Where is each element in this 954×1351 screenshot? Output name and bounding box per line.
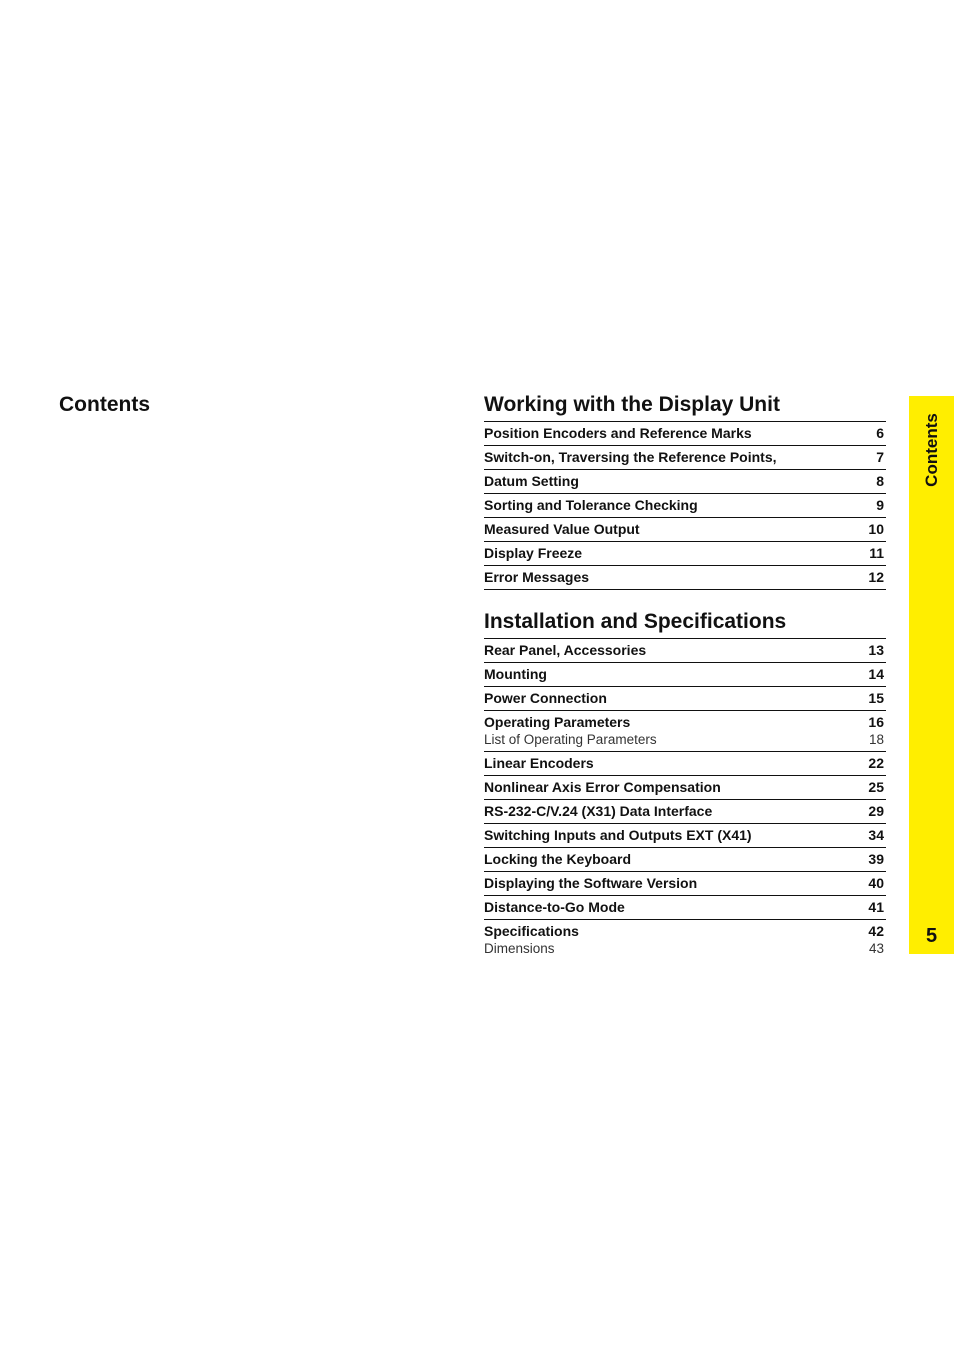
- toc-entry-label: Mounting: [484, 666, 547, 682]
- toc-entry[interactable]: [484, 494, 886, 518]
- toc-entry-label: Distance-to-Go Mode: [484, 899, 625, 915]
- section-title-installation: Installation and Specifications: [484, 607, 886, 639]
- side-tab-label-text: Contents: [921, 413, 941, 487]
- toc-subentry[interactable]: [484, 940, 884, 960]
- toc-entry-page: 11: [869, 545, 884, 561]
- toc-list-working: [484, 422, 886, 590]
- toc-entry-label: Switch-on, Traversing the Reference Points,: [484, 449, 777, 465]
- toc-entry-page: 40: [868, 875, 884, 891]
- toc-entry-label: Displaying the Software Version: [484, 875, 698, 891]
- toc-entry[interactable]: [484, 776, 886, 800]
- toc-entry[interactable]: [484, 422, 886, 446]
- toc-entry-label: RS-232-C/V.24 (X31) Data Interface: [484, 803, 713, 819]
- toc-entry-label: Operating Parameters: [484, 714, 631, 730]
- toc-entry[interactable]: [484, 711, 886, 752]
- toc-entry-page: 22: [868, 755, 884, 771]
- toc-entry-page: 34: [868, 827, 884, 843]
- toc-entry[interactable]: [484, 470, 886, 494]
- toc-entry[interactable]: [484, 896, 886, 920]
- toc-entry-page: 15: [868, 690, 884, 706]
- toc-entry-page: 9: [876, 497, 884, 513]
- toc-entry[interactable]: [484, 687, 886, 711]
- toc-entry[interactable]: [484, 872, 886, 896]
- toc-entry[interactable]: [484, 824, 886, 848]
- toc-entry-page: 25: [868, 779, 884, 795]
- chapter-side-tab: [909, 396, 954, 954]
- toc-entry-label: Position Encoders and Reference Marks: [484, 425, 752, 441]
- toc-entry[interactable]: [484, 848, 886, 872]
- toc-entry-label: Specifications: [484, 923, 579, 939]
- toc-entry-label: Datum Setting: [484, 473, 579, 489]
- toc-entry[interactable]: [484, 663, 886, 687]
- toc-entry-label: Error Messages: [484, 569, 590, 585]
- toc-entry-page: 8: [876, 473, 884, 489]
- toc-entry-label: Rear Panel, Accessories: [484, 642, 647, 658]
- toc-entry-page: 14: [868, 666, 884, 682]
- toc-entry-page: 12: [868, 569, 884, 585]
- toc-entry-label: Locking the Keyboard: [484, 851, 632, 867]
- toc-entry-page: 16: [868, 714, 884, 730]
- toc-subentry-label: Dimensions: [484, 941, 555, 956]
- section-title-working: Working with the Display Unit: [484, 390, 886, 422]
- toc-entry-page: 13: [868, 642, 884, 658]
- page-number: 5: [925, 925, 938, 947]
- toc-entry[interactable]: [484, 446, 886, 470]
- toc-entry-label: Power Connection: [484, 690, 607, 706]
- toc-entry[interactable]: [484, 542, 886, 566]
- toc-entry-page: 41: [868, 899, 884, 915]
- toc-entry[interactable]: [484, 752, 886, 776]
- toc-entry[interactable]: [484, 566, 886, 590]
- table-of-contents: [484, 390, 886, 960]
- toc-entry-label: Switching Inputs and Outputs EXT (X41): [484, 827, 752, 843]
- toc-entry-page: 6: [876, 425, 884, 441]
- toc-entry-label: Linear Encoders: [484, 755, 594, 771]
- toc-entry[interactable]: [484, 518, 886, 542]
- toc-subentry-page: 18: [868, 732, 884, 747]
- toc-entry[interactable]: [484, 800, 886, 824]
- toc-entry-page: 29: [868, 803, 884, 819]
- toc-entry-label: Sorting and Tolerance Checking: [484, 497, 698, 513]
- toc-subentry-page: 43: [868, 941, 884, 956]
- page-title: Contents: [59, 393, 150, 416]
- toc-subentry-label: List of Operating Parameters: [484, 732, 657, 747]
- toc-entry-label: Display Freeze: [484, 545, 583, 561]
- side-tab-label: [909, 410, 954, 490]
- toc-entry-page: 7: [876, 449, 884, 465]
- toc-entry-page: 39: [868, 851, 884, 867]
- toc-entry[interactable]: [484, 639, 886, 663]
- toc-entry-label: Measured Value Output: [484, 521, 640, 537]
- toc-entry-page: 10: [868, 521, 884, 537]
- toc-entry-label: Nonlinear Axis Error Compensation: [484, 779, 721, 795]
- toc-list-installation: [484, 639, 886, 960]
- toc-entry-page: 42: [868, 923, 884, 939]
- toc-entry[interactable]: [484, 920, 886, 960]
- toc-subentry[interactable]: [484, 731, 884, 751]
